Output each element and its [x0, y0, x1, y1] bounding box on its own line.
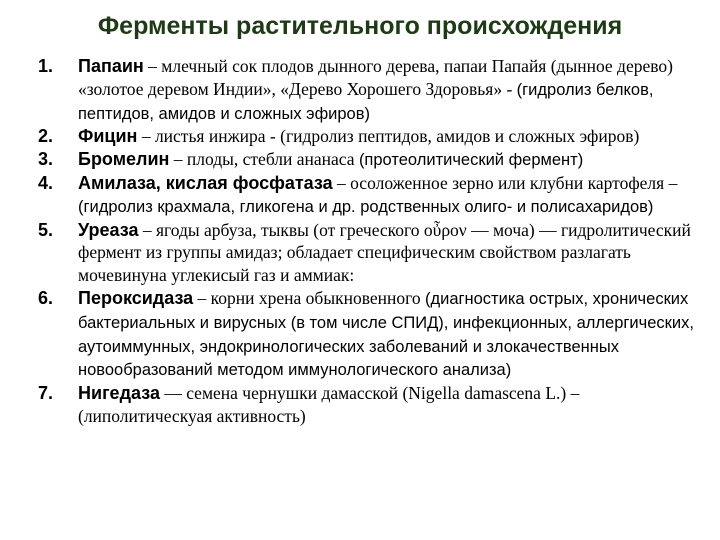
list-item	[38, 172, 706, 219]
enzyme-name: Уреаза	[78, 219, 139, 240]
enzyme-name: Нигедаза	[78, 383, 160, 404]
item-number: 6.	[38, 287, 54, 308]
enzyme-name: Амилаза, кислая фосфатаза	[78, 172, 333, 193]
item-description: – млечный сок плодов дынного дерева, папаи Папайя (дынное дерево) «золотое деревом Индии», «Дерево Хорошего Здоровья» -	[78, 56, 673, 99]
item-number: 5.	[38, 219, 54, 240]
enzyme-name: Пероксидаза	[78, 287, 194, 308]
list-item	[38, 382, 706, 428]
enzyme-list	[38, 55, 706, 428]
item-description-detail: (протеолитический фермент)	[358, 151, 584, 170]
item-description: — семена чернушки дамасской (Nigella damascena L.) – (липолитическуая активность)	[78, 383, 580, 426]
item-number: 3.	[38, 149, 54, 170]
item-description: – ягоды арбуза, тыквы (от греческого οὖρον — моча) — гидролитический фермент из группы амидаз; обладает специфическим свойством разлагать мочевинуна углекисый газ и аммиак:	[78, 219, 691, 286]
item-description: – осоложенное зерно или клубни картофеля –	[332, 172, 678, 193]
item-description: – корни хрена обыкновенного	[193, 287, 425, 308]
item-description-detail: (гидролиз белков, пептидов, амидов и сложных эфиров)	[78, 80, 654, 123]
item-number: 2.	[38, 126, 54, 147]
list-item	[38, 55, 706, 125]
list-item	[38, 219, 706, 287]
enzyme-name: Бромелин	[78, 149, 170, 170]
slide-title: Ферменты растительного происхождения	[97, 12, 623, 40]
item-description: – плоды, стебли ананаса	[169, 149, 359, 170]
list-item	[38, 125, 706, 148]
list-item	[38, 287, 706, 382]
item-description: – листья инжира - (гидролиз пептидов, амидов и сложных эфиров)	[137, 126, 640, 147]
item-number: 1.	[38, 56, 54, 76]
list-item	[38, 148, 706, 172]
enzyme-name: Фицин	[78, 126, 138, 147]
item-description-detail: (диагностика острых, хронических бактериальных и вирусных (в том числе СПИД), инфекционных, аллергических, аутоиммунных, эндокринологических заболеваний и злокачественных новообразований методом иммунологического анализа)	[78, 289, 694, 380]
item-number: 7.	[38, 383, 54, 404]
item-number: 4.	[38, 172, 54, 193]
item-description-detail: (гидролиз крахмала, гликогена и др. родственных олиго- и полисахаридов)	[78, 197, 654, 216]
enzyme-name: Папаин	[78, 56, 144, 76]
